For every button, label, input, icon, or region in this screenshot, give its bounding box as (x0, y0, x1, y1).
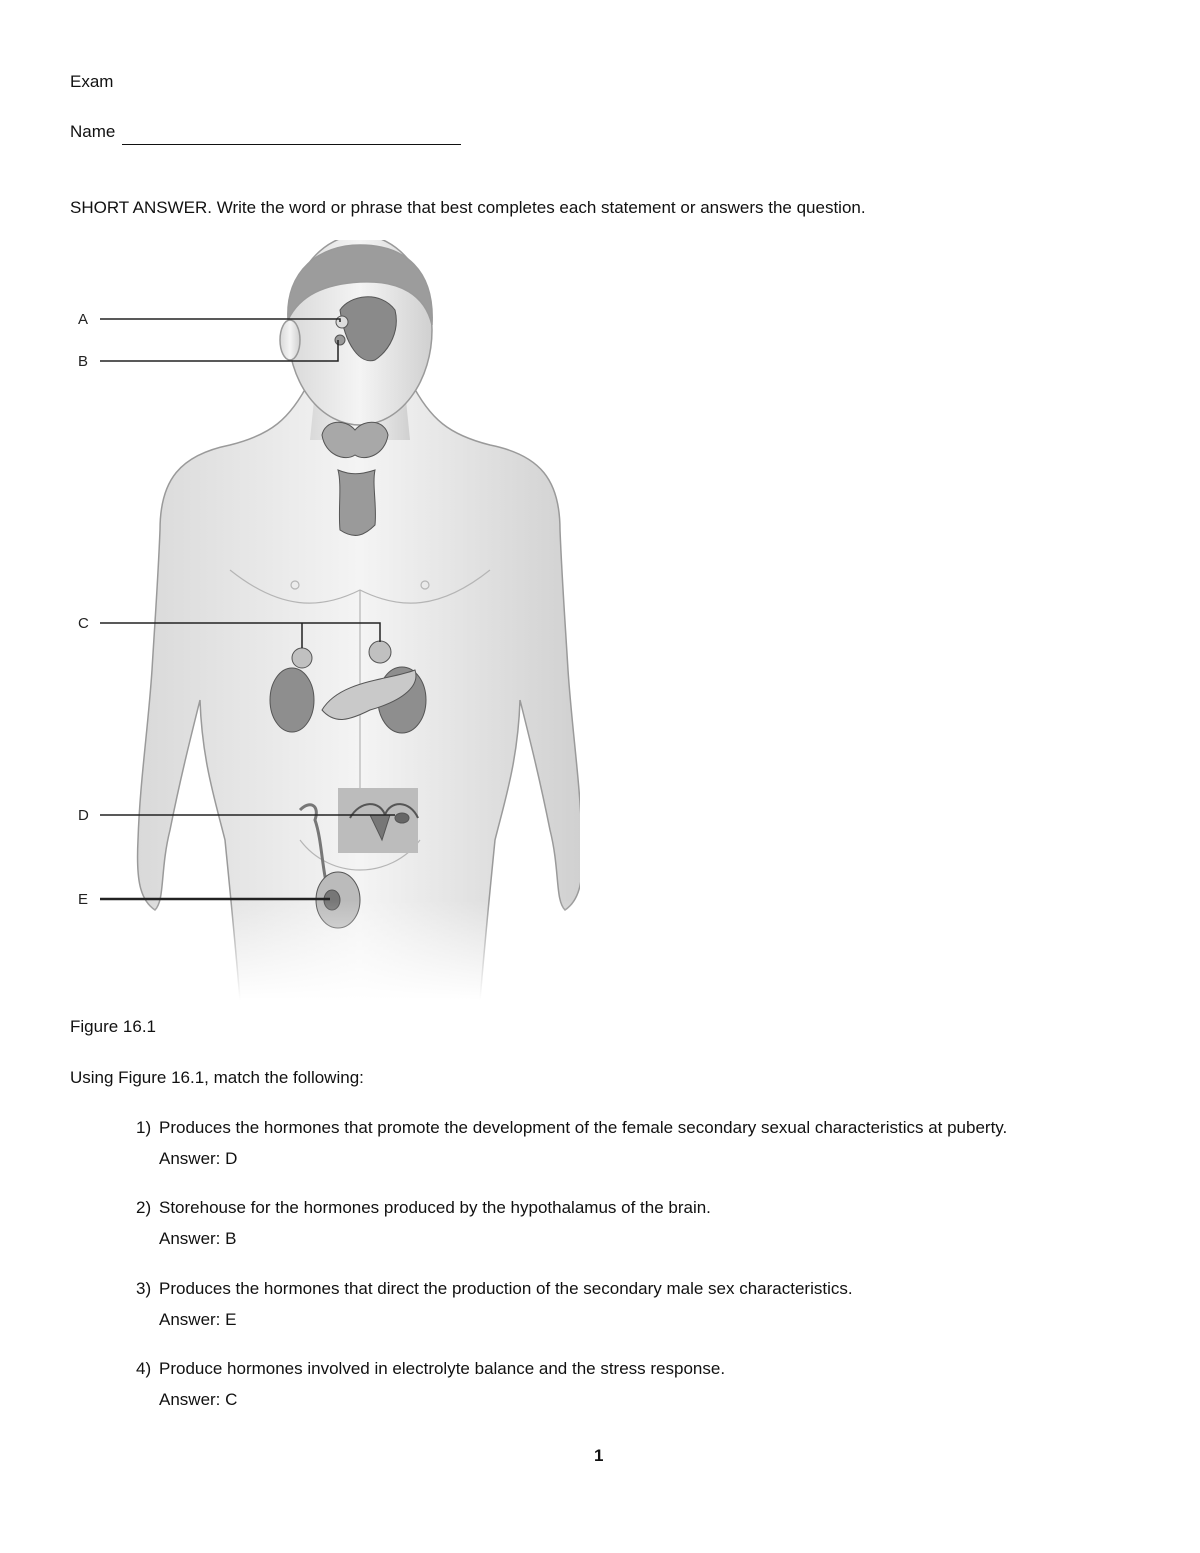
figure-caption: Figure 16.1 (70, 1017, 156, 1036)
question-number: 2) (136, 1198, 152, 1217)
name-blank-line (122, 144, 461, 145)
question-text: Storehouse for the hormones produced by the hypothalamus of the brain. (159, 1198, 711, 1217)
question-text: Produces the hormones that direct the production of the secondary male sex characteristics. (159, 1279, 853, 1298)
ovary (395, 813, 409, 823)
thymus-gland (338, 470, 375, 535)
question-text: Produces the hormones that promote the development of the female secondary sexual characteristics at puberty. (159, 1118, 1008, 1137)
left-kidney (270, 668, 314, 732)
page-number: 1 (594, 1446, 604, 1465)
right-adrenal-gland (369, 641, 391, 663)
figure-label-d: D (78, 807, 89, 824)
hypothalamus (336, 316, 348, 328)
question-answer: Answer: B (159, 1229, 237, 1248)
figure-label-e: E (78, 891, 89, 908)
question-number: 1) (136, 1118, 152, 1137)
question-number: 3) (136, 1279, 152, 1298)
pituitary-gland (335, 335, 345, 345)
endocrine-system-figure (60, 240, 580, 1000)
matching-prompt: Using Figure 16.1, match the following: (70, 1068, 364, 1087)
section-instruction: SHORT ANSWER. Write the word or phrase that best completes each statement or answers the question. (70, 198, 866, 217)
question-number: 4) (136, 1359, 152, 1378)
exam-title: Exam (70, 72, 114, 91)
question-answer: Answer: D (159, 1149, 238, 1168)
figure-label-b: B (78, 353, 89, 370)
question-text: Produce hormones involved in electrolyte balance and the stress response. (159, 1359, 726, 1378)
question-answer: Answer: C (159, 1390, 238, 1409)
left-adrenal-gland (292, 648, 312, 668)
figure-label-c: C (78, 615, 89, 632)
name-label: Name (70, 122, 116, 141)
figure-label-a: A (78, 311, 89, 328)
question-answer: Answer: E (159, 1310, 237, 1329)
